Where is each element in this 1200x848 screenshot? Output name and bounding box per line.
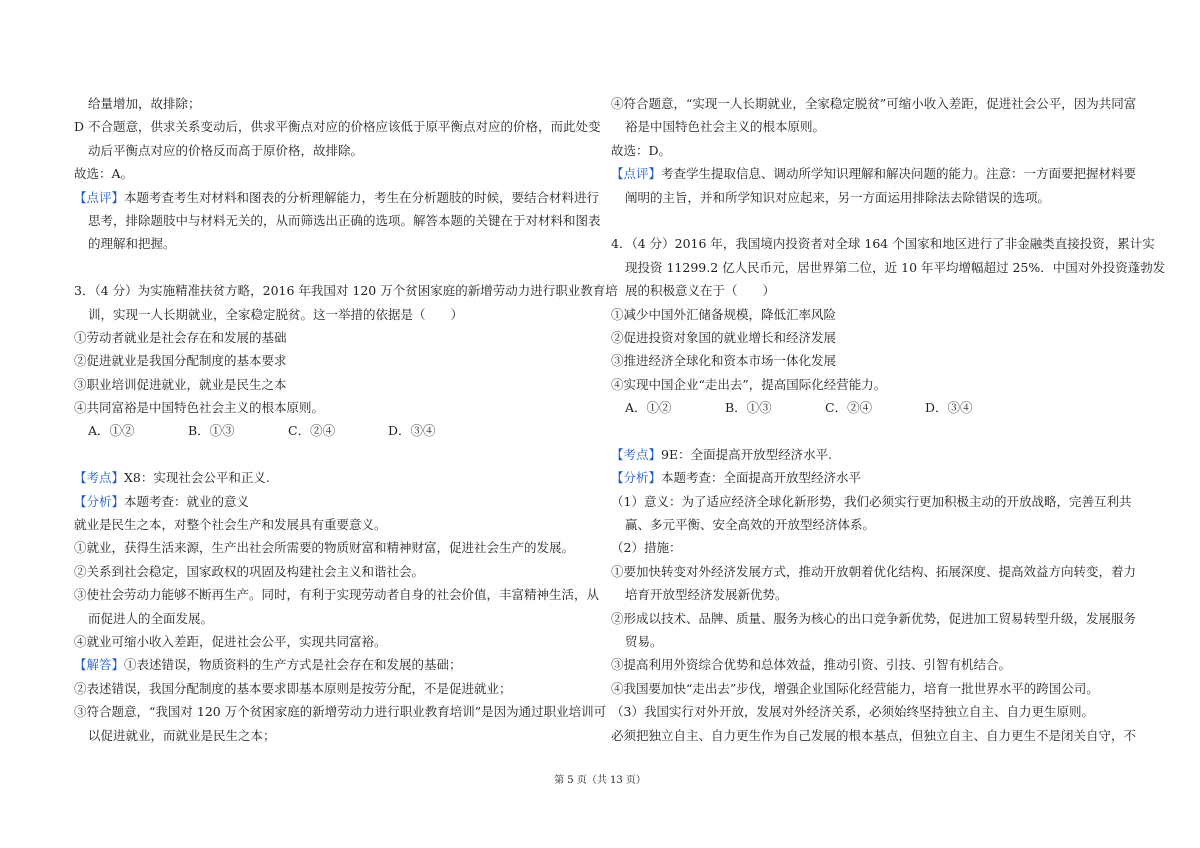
text-line: ③使社会劳动力能够不断再生产。同时，有利于实现劳动者自身的社会价值，丰富精神生活，从 [74, 587, 600, 603]
page-number: 第 5 页（共 13 页） [554, 775, 646, 786]
kaodian-text: 9E：全面提高开放型经济水平. [661, 446, 833, 462]
text-line: ①就业，获得生活来源，生产出社会所需要的物质财富和精神财富，促进社会生产的发展。 [74, 540, 575, 556]
text-line: ④我国要加快“走出去”步伐，增强企业国际化经营能力，培育一批世界水平的跨国公司。 [611, 680, 1099, 696]
question-4-stem-cont: 现投资 11299.2 亿人民币元，居世界第二位，近 10 年平均增幅超过 25%．中国对外投资蓬勃发 [625, 259, 1166, 275]
question-3-statement: ④共同富裕是中国特色社会主义的根本原则。 [74, 400, 325, 416]
question-3-choices [74, 419, 604, 442]
kaodian-text: X8：实现社会公平和正义. [124, 470, 270, 486]
fenxi-text: 本题考查：全面提高开放型经济水平 [661, 470, 862, 486]
question-3-statement: ②促进就业是我国分配制度的基本要求 [74, 353, 287, 369]
text-line: ③提高利用外资综合优势和总体效益，推动引资、引技、引智有机结合。 [611, 657, 1012, 673]
comment-text: 本题考查考生对材料和图表的分析理解能力，考生在分析题肢的时候，要结合材料进行 [124, 189, 600, 205]
fenxi-tag: 【分析】 [611, 470, 662, 486]
text-line: ②形成以技术、品牌、质量、服务为核心的出口竞争新优势，促进加工贸易转型升级，发展服务 [611, 610, 1137, 626]
text-line: （3）我国实行对外开放，发展对外经济关系，必须始终坚持独立自主、自力更生原则。 [611, 704, 1094, 720]
choice-a: A．①② [88, 423, 135, 439]
text-line: 赢、多元平衡、安全高效的开放型经济体系。 [625, 517, 876, 533]
text-line: （2）措施： [611, 540, 682, 556]
question-4-statement: ②促进投资对象国的就业增长和经济发展 [611, 329, 837, 345]
right-column [611, 92, 1166, 747]
text-line: 动后平衡点对应的价格反而高于原价格，故排除。 [88, 142, 364, 158]
kaodian-line [74, 466, 604, 489]
question-4-statement: ①减少中国外汇储备规模，降低汇率风险 [611, 306, 837, 322]
question-4-stem-cont: 展的积极意义在于（ ） [625, 283, 776, 299]
choice-c: C．②④ [825, 400, 873, 416]
jieda-tag: 【解答】 [74, 657, 125, 673]
comment-text: 考查学生提取信息、调动所学知识理解和解决问题的能力。注意：一方面要把握材料要 [661, 166, 1137, 182]
text-line: D 不合题意，供求关系变动后，供求平衡点对应的价格应该低于原平衡点对应的价格，而此处变 [74, 119, 601, 135]
text-line: （1）意义：为了适应经济全球化新形势，我们必须实行更加积极主动的开放战略，完善互利共 [611, 493, 1132, 509]
question-4-stem: 4．（4 分）2016 年，我国境内投资者对全球 164 个国家和地区进行了非金融类直接投资，累计实 [611, 236, 1155, 252]
question-4-choices [611, 396, 1141, 419]
jieda-line [74, 653, 604, 676]
jieda-text: ①表述错误，物质资料的生产方式是社会存在和发展的基础； [124, 657, 462, 673]
text-line: ④符合题意，“实现一人长期就业，全家稳定脱贫”可缩小收入差距，促进社会公平，因为共同富 [611, 96, 1137, 111]
choice-c: C．②④ [288, 423, 336, 439]
kaodian-line [611, 443, 1141, 466]
text-line: 故选：D。 [611, 142, 672, 158]
text-line: 而促进人的全面发展。 [88, 610, 214, 626]
choice-d: D．③④ [925, 400, 973, 416]
text-line: 必须把独立自主、自力更生作为自己发展的根本基点，但独立自主、自力更生不是闭关自守，不 [611, 727, 1137, 743]
choice-a: A．①② [625, 400, 672, 416]
text-line: 故选：A。 [74, 166, 134, 182]
text-line: 就业是民生之本，对整个社会生产和发展具有重要意义。 [74, 517, 387, 533]
fenxi-text: 本题考查：就业的意义 [124, 493, 250, 509]
choice-d: D．③④ [388, 423, 436, 439]
text-line: ③符合题意，“我国对 120 万个贫困家庭的新增劳动力进行职业教育培训”是因为通过职业培训可 [74, 704, 607, 720]
comment-tag: 【点评】 [611, 166, 662, 182]
question-3-statement: ①劳动者就业是社会存在和发展的基础 [74, 329, 287, 345]
question-3-statement: ③职业培训促进就业，就业是民生之本 [74, 376, 287, 392]
text-line: 给量增加，故排除； [88, 96, 201, 111]
question-4-statement: ④实现中国企业“走出去”，提高国际化经营能力。 [611, 376, 887, 392]
text-line: ①要加快转变对外经济发展方式，推动开放朝着优化结构、拓展深度、提高效益方向转变，着力 [611, 563, 1137, 579]
choice-b: B．①③ [188, 423, 235, 439]
text-line: 思考，排除题肢中与材料无关的，从而筛选出正确的选项。解答本题的关键在于对材料和图表 [88, 212, 601, 228]
text-line: ②表述错误，我国分配制度的基本要求即基本原则是按劳分配，不是促进就业； [74, 680, 512, 696]
kaodian-tag: 【考点】 [611, 446, 662, 462]
text-line: 以促进就业，而就业是民生之本； [88, 727, 276, 743]
text-line: 贸易。 [625, 633, 663, 649]
fenxi-line [611, 466, 1141, 489]
choice-b: B．①③ [725, 400, 772, 416]
comment-tag: 【点评】 [74, 189, 125, 205]
question-4-statement: ③推进经济全球化和资本市场一体化发展 [611, 353, 837, 369]
question-3-stem-cont: 训，实现一人长期就业，全家稳定脱贫。这一举措的依据是（ ） [88, 306, 464, 322]
fenxi-tag: 【分析】 [74, 493, 125, 509]
comment-line [74, 186, 604, 209]
comment-line [611, 162, 1141, 185]
text-line: 裕是中国特色社会主义的根本原则。 [625, 119, 826, 135]
fenxi-line [74, 490, 604, 513]
text-line: ④就业可缩小收入差距，促进社会公平，实现共同富裕。 [74, 633, 387, 649]
text-line: 培育开放型经济发展新优势。 [625, 587, 788, 603]
left-column [74, 92, 618, 747]
kaodian-tag: 【考点】 [74, 470, 125, 486]
text-line: ②关系到社会稳定，国家政权的巩固及构建社会主义和谐社会。 [74, 563, 425, 579]
text-line: 的理解和把握。 [88, 236, 176, 252]
text-line: 阐明的主旨，并和所学知识对应起来，另一方面运用排除法去除错误的选项。 [625, 189, 1051, 205]
question-3-stem: 3．（4 分）为实施精准扶贫方略，2016 年我国对 120 万个贫困家庭的新增劳动力进行职业教育培 [74, 283, 618, 299]
